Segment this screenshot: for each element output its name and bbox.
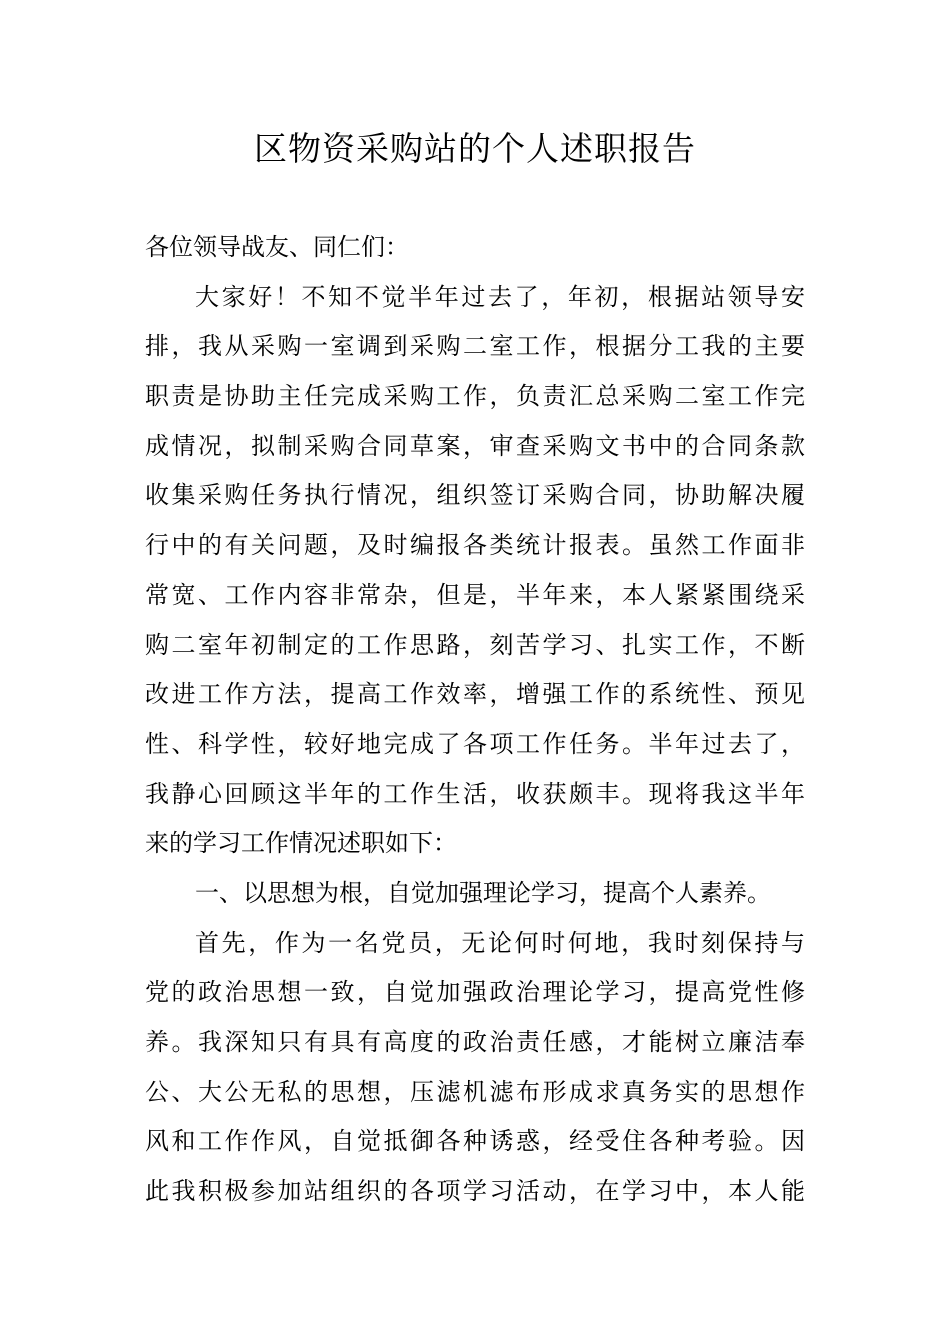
- body-line: 大家好！不知不觉半年过去了，年初，根据站领导安: [195, 282, 805, 311]
- body-line: 常宽、工作内容非常杂，但是，半年来，本人紧紧围绕采: [145, 580, 805, 609]
- body-line: 我静心回顾这半年的工作生活，收获颇丰。现将我这半年: [145, 779, 805, 808]
- body-line: 行中的有关问题，及时编报各类统计报表。虽然工作面非: [145, 531, 805, 560]
- document-title: 区物资采购站的个人述职报告: [254, 129, 696, 168]
- section-heading: 一、以思想为根，自觉加强理论学习，提高个人素养。: [195, 878, 771, 907]
- body-line: 排，我从采购一室调到采购二室工作，根据分工我的主要: [145, 332, 805, 361]
- body-line: 来的学习工作情况述职如下：: [145, 829, 457, 858]
- body-line: 风和工作作风，自觉抵御各种诱惑，经受住各种考验。因: [145, 1127, 805, 1156]
- body-line: 此我积极参加站组织的各项学习活动，在学习中，本人能: [145, 1177, 805, 1206]
- body-line: 购二室年初制定的工作思路，刻苦学习、扎实工作，不断: [145, 630, 805, 659]
- salutation-line: 各位领导战友、同仁们：: [145, 233, 409, 261]
- body-line: 成情况，拟制采购合同草案，审查采购文书中的合同条款: [145, 431, 805, 460]
- body-line: 养。我深知只有具有高度的政治责任感，才能树立廉洁奉: [145, 1028, 805, 1056]
- body-line: 公、大公无私的思想，压滤机滤布形成求真务实的思想作: [145, 1077, 805, 1106]
- body-line: 改进工作方法，提高工作效率，增强工作的系统性、预见: [145, 680, 805, 709]
- body-line: 党的政治思想一致，自觉加强政治理论学习，提高党性修: [145, 978, 805, 1007]
- body-line: 首先，作为一名党员，无论何时何地，我时刻保持与: [195, 928, 805, 957]
- body-line: 性、科学性，较好地完成了各项工作任务。半年过去了，: [145, 729, 805, 758]
- body-line: 收集采购任务执行情况，组织签订采购合同，协助解决履: [145, 481, 805, 510]
- document-body: [145, 223, 805, 1217]
- body-line: 职责是协助主任完成采购工作，负责汇总采购二室工作完: [145, 382, 805, 411]
